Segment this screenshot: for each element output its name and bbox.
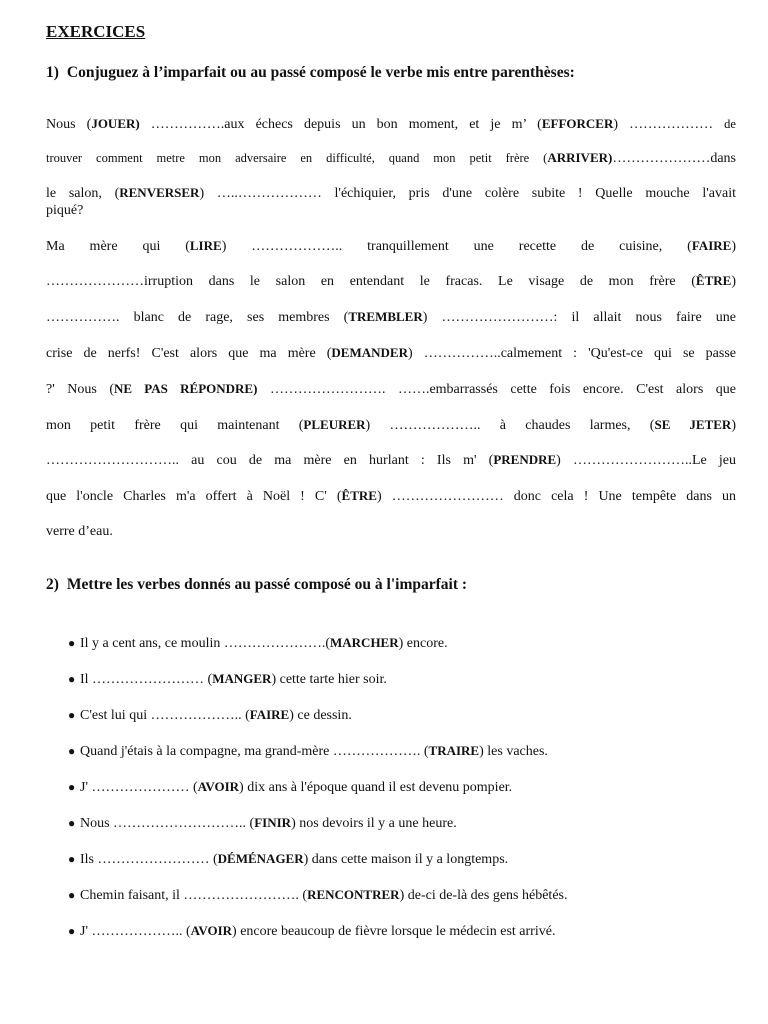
- exercise-1-instruction: Conjuguez à l’imparfait ou au passé composé le verbe mis entre parenthèses:: [66, 64, 575, 81]
- bullet-icon: ●: [68, 816, 76, 830]
- bullet-icon: ●: [68, 672, 76, 686]
- paragraph-line: ……………………….. au cou de ma mère en hurlant : Ils m' (PRENDRE) ……………………..Le jeu: [46, 452, 737, 468]
- paragraph-line: verre d’eau.: [46, 524, 113, 539]
- paragraph-line: piqué?: [46, 203, 84, 218]
- list-item: ● Il y a cent ans, ce moulin ………………….(MARCHER) encore.: [68, 632, 568, 668]
- bullet-icon: ●: [68, 708, 76, 722]
- bullet-icon: ●: [68, 888, 76, 902]
- paragraph-line: le salon, (RENVERSER) …..……………… l'échiquier, pris d'une colère subite ! Quelle mouche l'avait: [46, 185, 736, 201]
- exercise-2-list: [68, 632, 568, 956]
- bullet-icon: ●: [68, 744, 76, 758]
- list-item: ● Quand j'étais à la compagne, ma grand-mère ………………. (TRAIRE) les vaches.: [68, 740, 568, 776]
- paragraph-line: Nous (JOUER) …………….aux échecs depuis un bon moment, et je m’ (EFFORCER) ……………… de: [46, 116, 736, 132]
- list-item: ● C'est lui qui ……………….. (FAIRE) ce dessin.: [68, 704, 568, 740]
- bullet-icon: ●: [68, 780, 76, 794]
- paragraph-line: trouver comment metre mon adversaire en difficulté, quand mon petit frère (ARRIVER)…………………dans: [46, 150, 736, 166]
- paragraph-line: que l'oncle Charles m'a offert à Noël ! C' (ÊTRE) …………………… donc cela ! Une tempête dans un: [46, 488, 736, 504]
- exercise-1-heading: [46, 64, 575, 82]
- exercise-2-instruction: Mettre les verbes donnés au passé composé ou à l'imparfait :: [66, 576, 468, 593]
- paragraph-line: ……………. blanc de rage, ses membres (TREMBLER) ……………………: il allait nous faire une: [46, 309, 736, 325]
- paragraph-line: crise de nerfs! C'est alors que ma mère (DEMANDER) ……………..calmement : 'Qu'est-ce qui se passe: [46, 345, 737, 361]
- paragraph-line: …………………irruption dans le salon en entendant le fracas. Le visage de mon frère (ÊTRE): [46, 273, 736, 289]
- bullet-icon: ●: [68, 852, 76, 866]
- list-item: ● J' ………………… (AVOIR) dix ans à l'époque quand il est devenu pompier.: [68, 776, 568, 812]
- paragraph-line: mon petit frère qui maintenant (PLEURER) ……………….. à chaudes larmes, (SE JETER): [46, 417, 736, 433]
- list-item: ● Nous ……………………….. (FINIR) nos devoirs il y a une heure.: [68, 812, 568, 848]
- exercise-2-heading: [46, 576, 467, 594]
- exercise-2-number: 2): [46, 576, 59, 593]
- list-item: ● Il …………………… (MANGER) cette tarte hier soir.: [68, 668, 568, 704]
- paragraph-line: Ma mère qui (LIRE) ……………….. tranquillement une recette de cuisine, (FAIRE): [46, 238, 736, 254]
- paragraph-line: ?' Nous (NE PAS RÉPONDRE) ……………………. …….embarrassés cette fois encore. C'est alors que: [46, 381, 736, 397]
- page-title: EXERCICES: [46, 22, 146, 41]
- exercise-1-number: 1): [46, 64, 59, 81]
- list-item: ● Ils …………………… (DÉMÉNAGER) dans cette maison il y a longtemps.: [68, 848, 568, 884]
- bullet-icon: ●: [68, 924, 76, 938]
- list-item: ● J' ……………….. (AVOIR) encore beaucoup de fièvre lorsque le médecin est arrivé.: [68, 920, 568, 956]
- list-item: ● Chemin faisant, il ……………………. (RENCONTRER) de-ci de-là des gens hébêtés.: [68, 884, 568, 920]
- bullet-icon: ●: [68, 636, 76, 650]
